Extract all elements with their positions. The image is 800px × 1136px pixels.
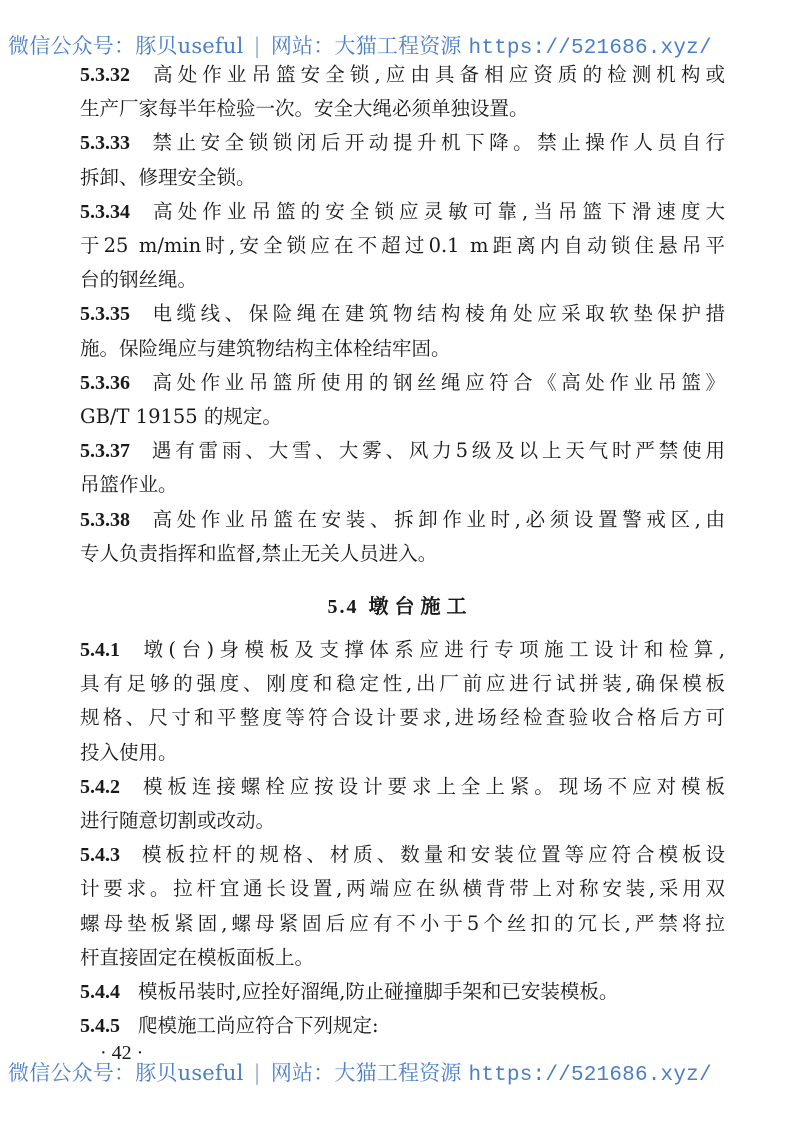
watermark-separator: | <box>253 1061 261 1085</box>
clause-line <box>80 405 725 429</box>
clause-line <box>80 877 725 901</box>
clause-line <box>80 542 725 566</box>
clause-text: 进行随意切割或改动。 <box>80 809 276 832</box>
watermark-top <box>8 30 798 60</box>
section-heading <box>0 590 800 619</box>
clause-text: 杆直接固定在模板面板上。 <box>80 945 315 969</box>
clause-first-line <box>80 371 725 395</box>
clause-line <box>80 946 725 970</box>
clause-text: 电缆线、保险绳在建筑物结构棱角处应采取软垫保护措 <box>148 302 725 326</box>
clause-first-line <box>80 508 725 532</box>
clause-text: 台的钢丝绳。 <box>80 268 198 292</box>
section-number: 5.4 <box>327 596 359 618</box>
clause-text: 高处作业吊篮在安装、拆卸作业时,必须设置警戒区,由 <box>148 507 725 531</box>
clause-text: 模板拉杆的规格、材质、数量和安装位置等应符合模板设 <box>138 843 725 867</box>
clause-first-line <box>80 131 725 155</box>
clause-number: 5.3.32 <box>80 64 130 86</box>
clause-line <box>80 166 725 190</box>
clause-number: 5.3.36 <box>80 371 130 394</box>
clause-number: 5.3.34 <box>80 200 130 223</box>
clause-number: 5.3.38 <box>80 508 130 531</box>
clause-text: 投入使用。 <box>80 740 178 764</box>
clause-text: 生产厂家每半年检验一次。安全大绳必须单独设置。 <box>80 97 529 121</box>
clause-number: 5.3.35 <box>80 303 130 326</box>
clause-line <box>80 912 725 936</box>
clause-text: 螺母垫板紧固,螺母紧固后应有不小于5个丝扣的冗长,严禁将拉 <box>80 911 725 935</box>
clause-first-line <box>80 775 725 799</box>
clause-text: 计要求。拉杆宜通长设置,两端应在纵横背带上对称安装,采用双 <box>80 877 725 901</box>
watermark-site: 网站：大猫工程资源 <box>270 1061 462 1085</box>
clause-text: 施。保险绳应与建筑物结构主体栓结牢固。 <box>80 336 451 360</box>
clause-text: 模板连接螺栓应按设计要求上全上紧。现场不应对模板 <box>138 774 725 798</box>
clause-first-line <box>80 638 725 662</box>
clause-number: 5.3.33 <box>80 132 130 155</box>
clause-number: 5.4.4 <box>80 981 120 1003</box>
clause-text: 拆卸、修理安全锁。 <box>80 165 256 189</box>
clause-line <box>80 234 725 258</box>
clause-text: 吊篮作业。 <box>80 473 178 497</box>
clause-number: 5.4.2 <box>80 775 120 798</box>
clause-first-line <box>80 200 725 224</box>
clause-number: 5.4.5 <box>80 1015 120 1038</box>
clause-first-line <box>80 63 725 87</box>
clause-first-line <box>80 302 725 326</box>
clause-number: 5.4.1 <box>80 639 120 661</box>
watermark-separator: | <box>253 34 261 58</box>
clause-text: 禁止安全锁锁闭后开动提升机下降。禁止操作人员自行 <box>148 131 725 155</box>
clause-line <box>80 97 725 121</box>
clause-text: 遇有雷雨、大雪、大雾、风力5级及以上天气时严禁使用 <box>148 439 725 463</box>
watermark-url: https://521686.xyz/ <box>468 37 712 60</box>
watermark-text: 微信公众号：豚贝useful <box>8 1061 244 1085</box>
clause-number: 5.4.3 <box>80 844 120 867</box>
clause-line <box>80 809 725 833</box>
watermark-url: https://521686.xyz/ <box>468 1064 712 1087</box>
clause-text: 爬模施工尚应符合下列规定: <box>138 1014 379 1038</box>
clause-text: 模板吊装时,应拴好溜绳,防止碰撞脚手架和已安装模板。 <box>138 980 619 1003</box>
clause-line <box>80 672 725 696</box>
clause-number: 5.3.37 <box>80 440 130 463</box>
clause-first-line <box>80 439 725 463</box>
clause-text: 高处作业吊篮安全锁,应由具备相应资质的检测机构或 <box>148 63 725 86</box>
clause-line <box>80 268 725 292</box>
clause-line <box>80 473 725 497</box>
watermark-site: 网站：大猫工程资源 <box>270 34 462 58</box>
clause-text: 具有足够的强度、刚度和稳定性,出厂前应进行试拼装,确保模板 <box>80 672 725 696</box>
clause-line <box>80 337 725 361</box>
clause-first-line <box>80 843 725 867</box>
clause-text: 规格、尺寸和平整度等符合设计要求,进场经检查验收合格后方可 <box>80 706 725 730</box>
clause-first-line <box>80 980 725 1004</box>
clause-text: 高处作业吊篮的安全锁应灵敏可靠,当吊篮下滑速度大 <box>148 199 725 223</box>
watermark-text: 微信公众号：豚贝useful <box>8 34 244 58</box>
clause-text: 于25 m/min时,安全锁应在不超过0.1 m距离内自动锁住悬吊平 <box>80 234 725 257</box>
clause-text: 专人负责指挥和监督,禁止无关人员进入。 <box>80 541 438 565</box>
clause-text: GB/T 19155 的规定。 <box>80 405 282 428</box>
page-number: · 42 · <box>100 1042 144 1064</box>
clause-text: 高处作业吊篮所使用的钢丝绳应符合《高处作业吊篮》 <box>148 370 725 394</box>
clause-line <box>80 706 725 730</box>
section-title: 墩台施工 <box>368 594 473 618</box>
watermark-bottom <box>8 1057 798 1087</box>
clause-text: 墩(台)身模板及支撑体系应进行专项施工设计和检算, <box>138 638 725 661</box>
clause-line <box>80 741 725 765</box>
clause-first-line <box>80 1014 725 1038</box>
